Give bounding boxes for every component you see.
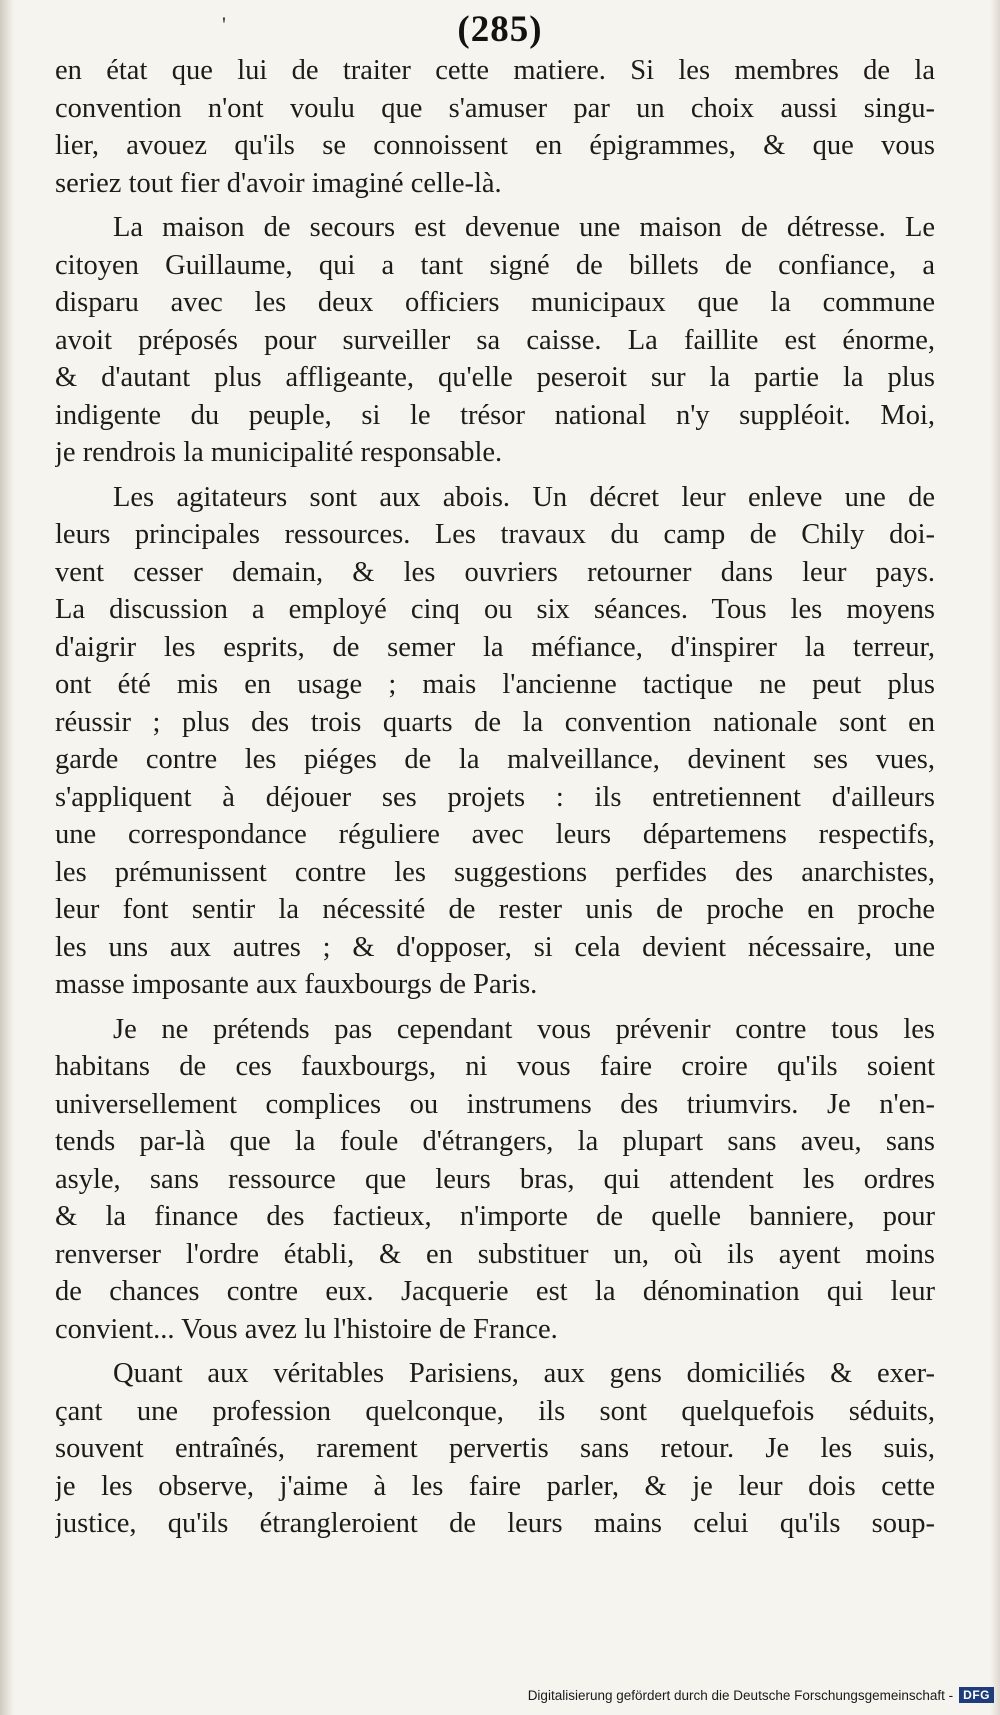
page-right-edge (990, 0, 1000, 1715)
text-line: convient... Vous avez lu l'histoire de France. (55, 1313, 558, 1345)
text-line: les uns aux autres ; & d'opposer, si cela devient nécessaire, une (55, 931, 935, 963)
text-line: çant une profession quelconque, ils sont quelquefois séduits, (55, 1395, 935, 1427)
text-line: leurs principales ressources. Les travaux du camp de Chily doi- (55, 519, 935, 550)
text-line: Les agitateurs sont aux abois. Un décret leur enleve une de (113, 481, 935, 513)
text-line: & d'autant plus affligeante, qu'elle peseroit sur la partie la plus (55, 362, 935, 393)
text-line: garde contre les piéges de la malveillance, devinent ses vues, (55, 744, 935, 775)
text-line: les prémunissent contre les suggestions perfides des anarchistes, (55, 856, 935, 888)
text-line: une correspondance réguliere avec leurs départemens respectifs, (55, 819, 935, 850)
text-line: d'aigrir les esprits, de semer la méfiance, d'inspirer la terreur, (55, 631, 935, 663)
text-line: leur font sentir la nécessité de rester unis de proche en proche (55, 894, 935, 925)
text-line: je les observe, j'aime à les faire parler, & je leur dois cette (55, 1470, 935, 1502)
text-line: lier, avouez qu'ils se connoissent en épigrammes, & que vous (55, 130, 935, 161)
text-line: seriez tout fier d'avoir imaginé celle-là. (55, 167, 502, 199)
text-line: convention n'ont voulu que s'amuser par un choix aussi singu- (55, 92, 935, 124)
text-line: citoyen Guillaume, qui a tant signé de billets de confiance, a (55, 249, 935, 281)
text-line: réussir ; plus des trois quarts de la convention nationale sont en (55, 706, 935, 738)
text-line: ont été mis en usage ; mais l'ancienne tactique ne peut plus (55, 669, 935, 700)
text-line: indigente du peuple, si le trésor national n'y suppléoit. Moi, (55, 399, 935, 431)
text-line: masse imposante aux fauxbourgs de Paris. (55, 969, 538, 1000)
body-text (55, 52, 935, 1543)
text-line: justice, qu'ils étrangleroient de leurs mains celui qu'ils soup- (55, 1508, 935, 1539)
page-left-edge (0, 0, 14, 1715)
text-line: universellement complices ou instrumens des triumvirs. Je n'en- (55, 1088, 935, 1120)
text-line: s'appliquent à déjouer ses projets : ils entretiennent d'ailleurs (55, 781, 935, 813)
text-line: disparu avec les deux officiers municipaux que la commune (55, 287, 935, 318)
top-mark: ' (222, 12, 226, 37)
text-line: La discussion a employé cinq ou six séances. Tous les moyens (55, 594, 935, 625)
text-line: renverser l'ordre établi, & en substituer un, où ils ayent moins (55, 1238, 935, 1270)
text-line: avoit préposés pour surveiller sa caisse. La faillite est énorme, (55, 324, 935, 356)
text-line: vent cesser demain, & les ouvriers retourner dans leur pays. (55, 556, 935, 588)
footer (528, 1687, 994, 1703)
text-line: asyle, sans ressource que leurs bras, qui attendent les ordres (55, 1163, 935, 1195)
text-line: tends par-là que la foule d'étrangers, la plupart sans aveu, sans (55, 1126, 935, 1157)
text-line: Quant aux véritables Parisiens, aux gens domiciliés & exer- (113, 1358, 935, 1389)
digitization-credit: Digitalisierung gefördert durch die Deutsche Forschungsgemeinschaft - (527, 1687, 954, 1703)
text-line: je rendrois la municipalité responsable. (55, 437, 503, 468)
text-line: en état que lui de traiter cette matiere. Si les membres de la (55, 55, 935, 86)
text-line: & la finance des factieux, n'importe de quelle banniere, pour (55, 1201, 935, 1232)
text-line: de chances contre eux. Jacquerie est la dénomination qui leur (55, 1276, 935, 1307)
text-line: habitans de ces fauxbourgs, ni vous faire croire qu'ils soient (55, 1051, 935, 1082)
page-number: (285) (457, 9, 543, 50)
text-line: Je ne prétends pas cependant vous prévenir contre tous les (113, 1013, 935, 1045)
text-line: La maison de secours est devenue une maison de détresse. Le (113, 212, 935, 243)
text-line: souvent entraînés, rarement pervertis sans retour. Je les suis, (55, 1433, 935, 1464)
dfg-logo: DFG (959, 1687, 994, 1703)
